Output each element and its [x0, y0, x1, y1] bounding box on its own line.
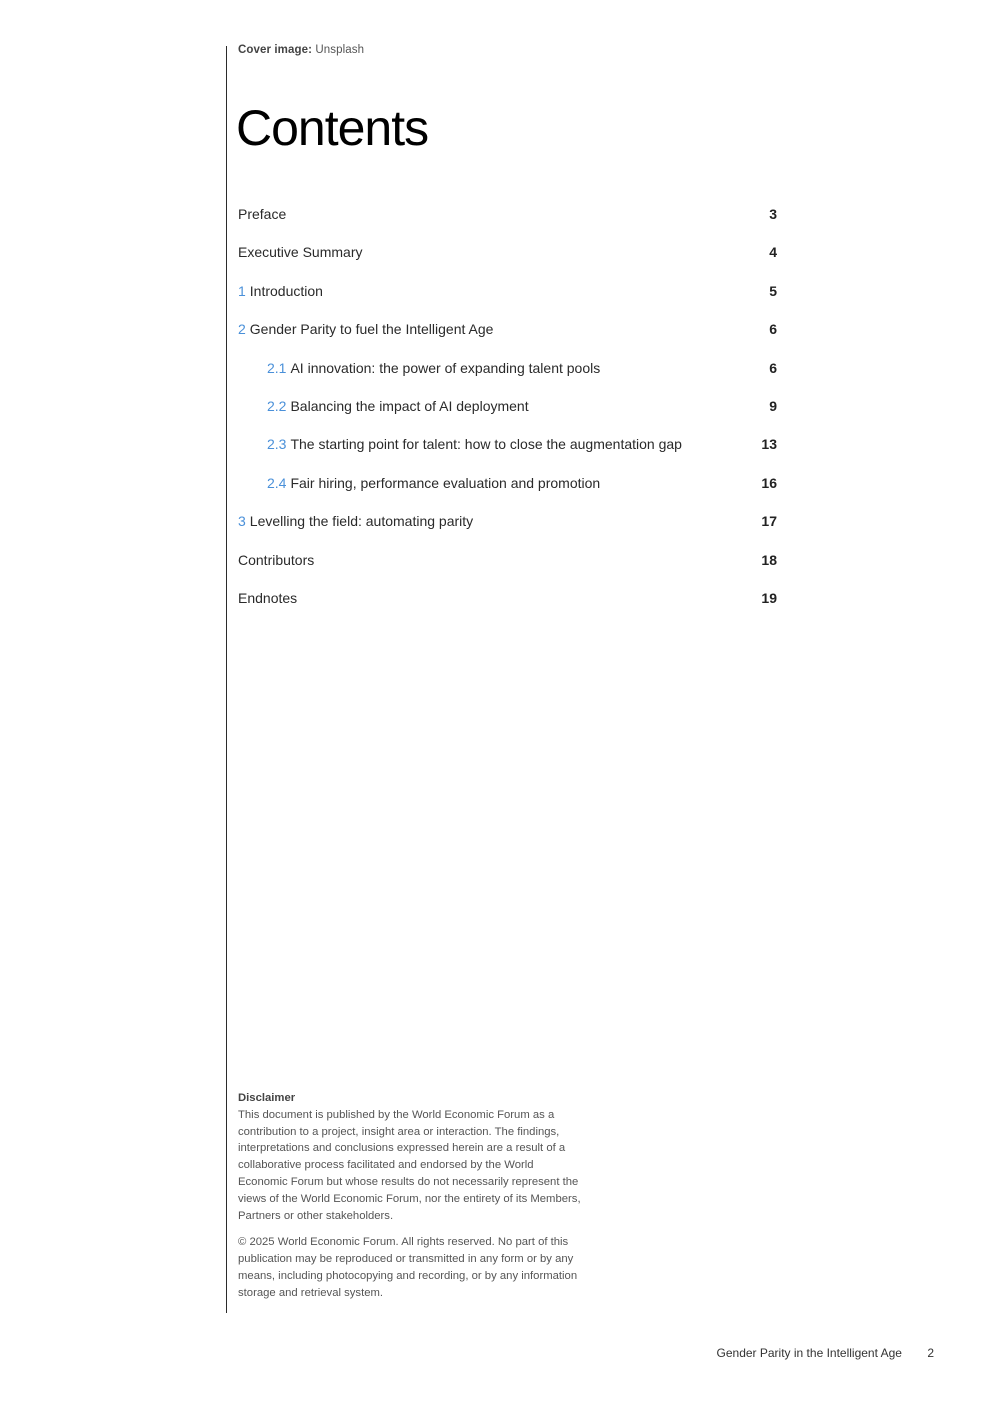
cover-credit-source: Unsplash: [315, 44, 365, 56]
toc-section-title: Executive Summary: [238, 244, 363, 261]
toc-entry-label: [238, 244, 362, 260]
page-title: Contents: [236, 100, 429, 156]
toc-entry-label: [238, 360, 600, 376]
footer-title: Gender Parity in the Intelligent Age: [716, 1346, 902, 1360]
toc-entry[interactable]: [238, 241, 778, 263]
toc-page-number: 19: [761, 590, 777, 606]
toc-entry-label: [238, 321, 493, 337]
toc-entry[interactable]: [238, 549, 778, 571]
disclaimer-body: This document is published by the World Economic Forum as a contribution to a project, insight area or interaction. The findings, interpretations and conclusions expressed herein are a result of a collaborative process facilitated and endorsed by the World Economic Forum but whose results do not necessarily represent the views of the World Economic Forum, nor the entirety of its Members, Partners or other stakeholders.: [238, 1108, 581, 1222]
toc-entry-label: [238, 590, 297, 606]
toc-entry-label: [238, 206, 286, 222]
toc-section-title: Endnotes: [238, 590, 298, 606]
toc-entry[interactable]: [238, 280, 778, 302]
toc-section-number: 1: [238, 282, 246, 299]
toc-entry[interactable]: [238, 357, 778, 379]
toc-page-number: 9: [769, 398, 777, 414]
toc-section-title: Preface: [238, 206, 287, 222]
toc-page-number: 3: [769, 206, 777, 222]
toc-section-title: Fair hiring, performance evaluation and promotion: [290, 474, 601, 491]
toc-entry[interactable]: [238, 433, 778, 455]
toc-page-number: 6: [769, 321, 777, 338]
toc-entry-label: [238, 436, 682, 452]
toc-page-number: 16: [761, 474, 777, 491]
toc-page-number: 13: [761, 436, 777, 453]
toc-entry[interactable]: [238, 318, 778, 340]
toc-section-number: 2: [238, 321, 246, 338]
toc-entry[interactable]: [238, 510, 778, 532]
toc-section-title: Contributors: [238, 551, 315, 568]
cover-credit-label: Cover image:: [238, 44, 313, 56]
toc-section-title: Introduction: [249, 282, 323, 299]
toc-page-number: 17: [761, 513, 777, 530]
toc-entry[interactable]: [238, 395, 778, 417]
toc-entry[interactable]: [238, 587, 778, 609]
toc-page-number: 5: [769, 282, 777, 299]
toc-page-number: 18: [761, 551, 777, 568]
toc-page-number: 6: [769, 359, 777, 376]
toc-section-number: 3: [238, 513, 246, 530]
page-footer: [717, 1346, 934, 1360]
toc-section-number: 2.1: [267, 359, 287, 376]
toc-entry-label: [238, 552, 314, 568]
vertical-rule: [226, 46, 227, 1313]
toc-section-title: Balancing the impact of AI deployment: [290, 398, 529, 414]
toc-entry[interactable]: [238, 203, 778, 225]
toc-section-title: The starting point for talent: how to close the augmentation gap: [290, 436, 682, 453]
toc-entry-label: [238, 513, 473, 529]
toc-section-title: Levelling the field: automating parity: [249, 513, 474, 530]
toc-entry[interactable]: [238, 472, 778, 494]
toc-section-title: AI innovation: the power of expanding talent pools: [290, 359, 601, 376]
disclaimer-heading: Disclaimer: [238, 1092, 296, 1104]
toc-entry-label: [238, 398, 529, 414]
toc-section-number: 2.3: [267, 436, 287, 453]
toc-entry-label: [238, 475, 600, 491]
copyright-notice: © 2025 World Economic Forum. All rights reserved. No part of this publication may be reproduced or transmitted in any form or by any means, including photocopying and recording, or by any information storage and retrieval system.: [238, 1236, 578, 1299]
toc-page-number: 4: [769, 244, 777, 261]
footer-page-number: 2: [927, 1346, 934, 1360]
cover-credit: [238, 44, 364, 56]
toc-section-title: Gender Parity to fuel the Intelligent Age: [249, 321, 494, 338]
toc-section-number: 2.2: [267, 398, 287, 414]
disclaimer: [238, 1090, 583, 1302]
toc-entry-label: [238, 283, 323, 299]
toc-section-number: 2.4: [267, 474, 287, 491]
